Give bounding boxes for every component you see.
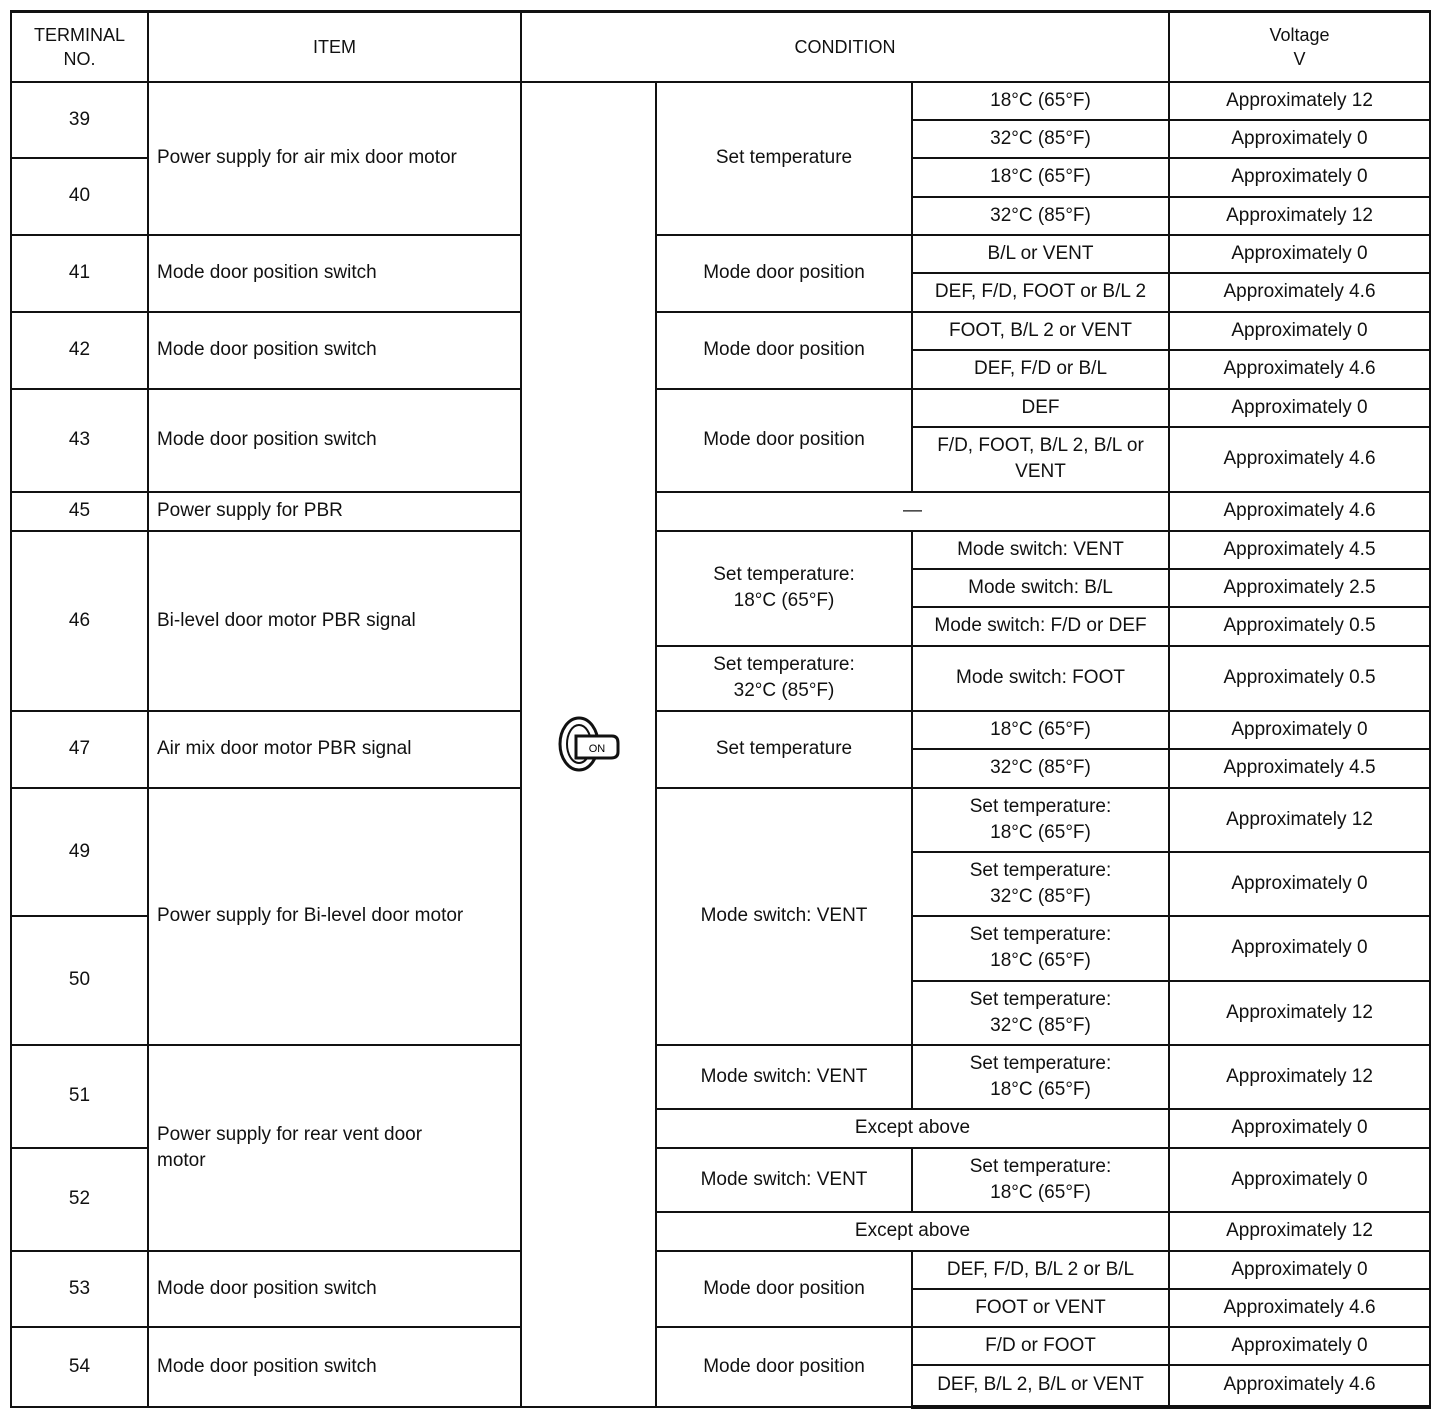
voltage-cell: Approximately 12: [1169, 788, 1430, 852]
voltage-cell: Approximately 4.5: [1169, 531, 1430, 569]
terminal-no-cell: 39: [11, 82, 148, 158]
condition-cell: Set temperature: 18°C (65°F): [656, 531, 912, 646]
sub-condition-cell: DEF: [912, 389, 1169, 427]
terminal-no-cell: 41: [11, 235, 148, 312]
terminal-no-cell: 47: [11, 711, 148, 788]
condition-cell: Except above: [656, 1212, 1169, 1251]
table-row: [11, 235, 1430, 273]
voltage-cell: Approximately 4.6: [1169, 1289, 1430, 1327]
table-row: [11, 1045, 1430, 1109]
voltage-cell: Approximately 0: [1169, 312, 1430, 350]
sub-condition-cell: Set temperature: 18°C (65°F): [912, 916, 1169, 981]
condition-cell: Mode door position: [656, 389, 912, 492]
item-cell: Mode door position switch: [148, 1251, 521, 1327]
table-row: [11, 531, 1430, 569]
voltage-cell: Approximately 0: [1169, 1148, 1430, 1212]
header-terminal-no: TERMINAL NO.: [11, 12, 148, 82]
terminal-no-cell: 43: [11, 389, 148, 492]
voltage-cell: Approximately 0: [1169, 711, 1430, 749]
voltage-cell: Approximately 4.6: [1169, 492, 1430, 531]
terminal-no-cell: 45: [11, 492, 148, 531]
sub-condition-cell: F/D, FOOT, B/L 2, B/L or VENT: [912, 427, 1169, 492]
terminal-inspection-table: [10, 10, 1431, 1409]
terminal-no-cell: 49: [11, 788, 148, 916]
condition-cell: Mode door position: [656, 1327, 912, 1407]
voltage-cell: Approximately 0: [1169, 1109, 1430, 1148]
item-cell: Power supply for Bi-level door motor: [148, 788, 521, 1045]
item-cell: Mode door position switch: [148, 1327, 521, 1407]
sub-condition-cell: Set temperature: 18°C (65°F): [912, 1148, 1169, 1212]
item-cell: Power supply for PBR: [148, 492, 521, 531]
sub-condition-cell: 18°C (65°F): [912, 711, 1169, 749]
sub-condition-cell: DEF, B/L 2, B/L or VENT: [912, 1365, 1169, 1407]
condition-cell: Set temperature: [656, 711, 912, 788]
voltage-cell: Approximately 4.6: [1169, 1365, 1430, 1407]
terminal-no-cell: 46: [11, 531, 148, 711]
condition-cell: Mode door position: [656, 235, 912, 312]
condition-cell: Mode switch: VENT: [656, 788, 912, 1045]
sub-condition-cell: 32°C (85°F): [912, 749, 1169, 788]
sub-condition-cell: Set temperature: 18°C (65°F): [912, 1045, 1169, 1109]
ignition-on-text: ON: [588, 743, 605, 755]
sub-condition-cell: Set temperature: 32°C (85°F): [912, 852, 1169, 916]
condition-cell: Set temperature: [656, 82, 912, 235]
sub-condition-cell: FOOT, B/L 2 or VENT: [912, 312, 1169, 350]
table-row: [11, 492, 1430, 531]
header-voltage: Voltage V: [1169, 12, 1430, 82]
table-row: [11, 82, 1430, 120]
sub-condition-cell: F/D or FOOT: [912, 1327, 1169, 1365]
condition-cell: Mode door position: [656, 1251, 912, 1327]
terminal-no-cell: 53: [11, 1251, 148, 1327]
voltage-cell: Approximately 4.6: [1169, 350, 1430, 389]
sub-condition-cell: 18°C (65°F): [912, 82, 1169, 120]
terminal-no-cell: 54: [11, 1327, 148, 1407]
ignition-key-on-icon: [554, 712, 624, 776]
voltage-cell: Approximately 2.5: [1169, 569, 1430, 607]
voltage-cell: Approximately 0.5: [1169, 607, 1430, 646]
voltage-cell: Approximately 0: [1169, 1327, 1430, 1365]
sub-condition-cell: Mode switch: VENT: [912, 531, 1169, 569]
voltage-cell: Approximately 0: [1169, 158, 1430, 197]
table-row: [11, 1251, 1430, 1289]
header-item: ITEM: [148, 12, 521, 82]
sub-condition-cell: Mode switch: FOOT: [912, 646, 1169, 711]
voltage-cell: Approximately 4.5: [1169, 749, 1430, 788]
terminal-no-cell: 52: [11, 1148, 148, 1251]
header-condition: CONDITION: [521, 12, 1169, 82]
condition-cell: Set temperature: 32°C (85°F): [656, 646, 912, 711]
item-cell: Power supply for air mix door motor: [148, 82, 521, 235]
item-cell: Bi-level door motor PBR signal: [148, 531, 521, 711]
item-cell: Mode door position switch: [148, 235, 521, 312]
voltage-cell: Approximately 0: [1169, 120, 1430, 158]
sub-condition-cell: Mode switch: B/L: [912, 569, 1169, 607]
table-body: [11, 82, 1430, 1407]
voltage-cell: Approximately 12: [1169, 1045, 1430, 1109]
table-row: [11, 312, 1430, 350]
terminal-no-cell: 50: [11, 916, 148, 1045]
voltage-cell: Approximately 12: [1169, 82, 1430, 120]
condition-cell: Mode switch: VENT: [656, 1148, 912, 1212]
table-row: [11, 788, 1430, 852]
item-cell: Air mix door motor PBR signal: [148, 711, 521, 788]
sub-condition-cell: DEF, F/D or B/L: [912, 350, 1169, 389]
table-row: [11, 711, 1430, 749]
condition-cell: Except above: [656, 1109, 1169, 1148]
terminal-no-cell: 42: [11, 312, 148, 389]
voltage-cell: Approximately 4.6: [1169, 427, 1430, 492]
sub-condition-cell: Set temperature: 32°C (85°F): [912, 981, 1169, 1045]
voltage-cell: Approximately 4.6: [1169, 273, 1430, 312]
terminal-no-cell: 51: [11, 1045, 148, 1148]
voltage-cell: Approximately 0: [1169, 916, 1430, 981]
sub-condition-cell: DEF, F/D, B/L 2 or B/L: [912, 1251, 1169, 1289]
ignition-switch-cell: [521, 82, 656, 1407]
voltage-cell: Approximately 0: [1169, 389, 1430, 427]
table-row: [11, 389, 1430, 427]
voltage-cell: Approximately 12: [1169, 197, 1430, 235]
item-cell: Mode door position switch: [148, 389, 521, 492]
sub-condition-cell: 32°C (85°F): [912, 197, 1169, 235]
condition-cell: —: [656, 492, 1169, 531]
item-cell: Mode door position switch: [148, 312, 521, 389]
sub-condition-cell: 18°C (65°F): [912, 158, 1169, 197]
voltage-cell: Approximately 0: [1169, 852, 1430, 916]
voltage-cell: Approximately 0: [1169, 235, 1430, 273]
voltage-cell: Approximately 0.5: [1169, 646, 1430, 711]
sub-condition-cell: 32°C (85°F): [912, 120, 1169, 158]
voltage-cell: Approximately 0: [1169, 1251, 1430, 1289]
voltage-cell: Approximately 12: [1169, 1212, 1430, 1251]
sub-condition-cell: FOOT or VENT: [912, 1289, 1169, 1327]
condition-cell: Mode switch: VENT: [656, 1045, 912, 1109]
condition-cell: Mode door position: [656, 312, 912, 389]
terminal-no-cell: 40: [11, 158, 148, 235]
sub-condition-cell: B/L or VENT: [912, 235, 1169, 273]
sub-condition-cell: Set temperature: 18°C (65°F): [912, 788, 1169, 852]
sub-condition-cell: Mode switch: F/D or DEF: [912, 607, 1169, 646]
item-cell: Power supply for rear vent door motor: [148, 1045, 521, 1251]
voltage-cell: Approximately 12: [1169, 981, 1430, 1045]
sub-condition-cell: DEF, F/D, FOOT or B/L 2: [912, 273, 1169, 312]
table-row: [11, 1327, 1430, 1365]
